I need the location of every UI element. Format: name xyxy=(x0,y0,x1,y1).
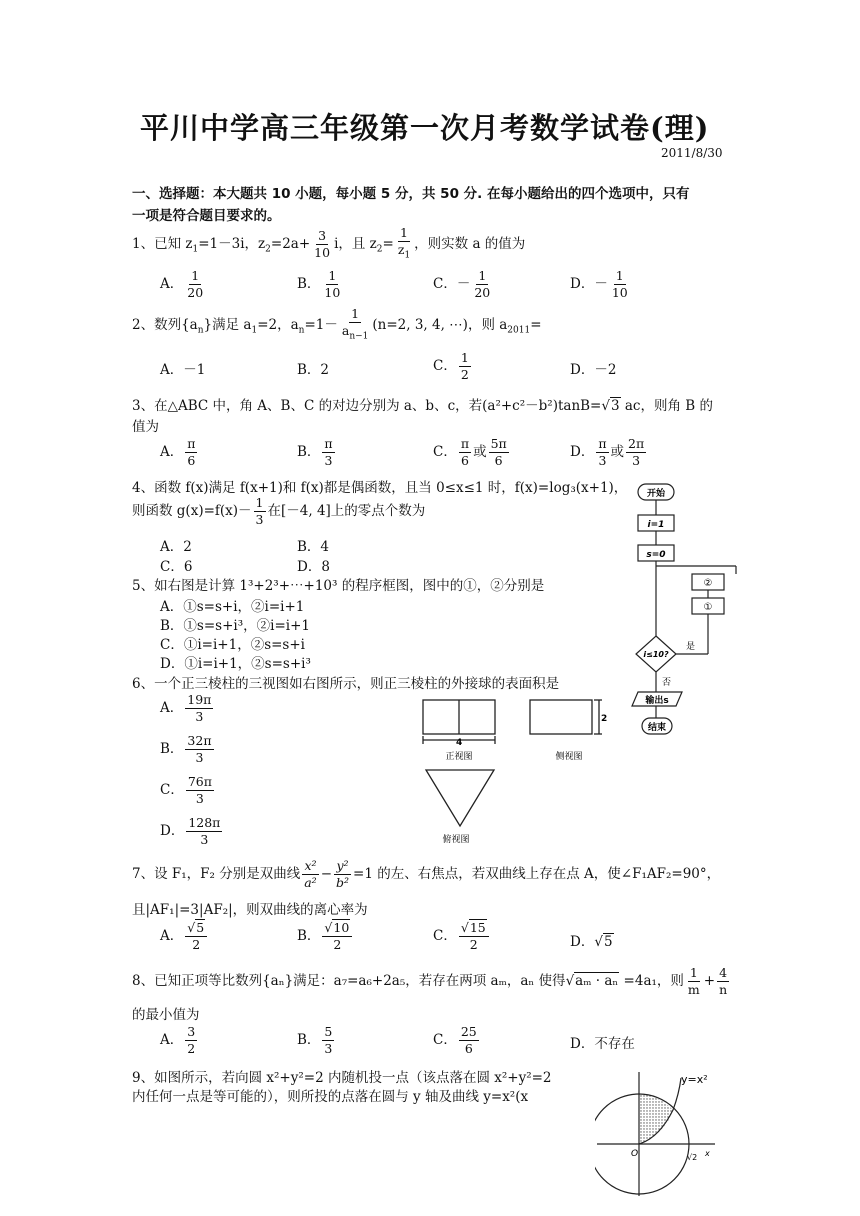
q2-option-b: B．2 xyxy=(297,362,330,378)
q7-stem-line2: 且|AF₁|=3|AF₂|，则双曲线的离心率为 xyxy=(132,902,368,918)
flowchart-output-label: 输出s xyxy=(645,696,669,706)
dim-height-label: 2 xyxy=(601,714,608,724)
q7-stem: 7、设 F₁，F₂ 分别是双曲线 $\frac{\text{x²}}{\text{a²}}$ − $\frac{\text{y²}}{\text{b²}}$ =1 的左、右焦点，若双曲线上存在点 A，使∠F₁AF₂=90°， xyxy=(132,858,721,890)
flowchart-figure xyxy=(620,478,770,740)
q1-stem: 1、已知 $z_1=1-3i$，$z_2=2a+$ $\frac{3}{10}$ i，且 $z_2=$ $\frac{1}{z_1}$ ，则实数 a 的值为 xyxy=(132,225,526,261)
flowchart-start-label: 开始 xyxy=(646,489,666,499)
q3-stem-line2: 值为 xyxy=(132,419,159,435)
q4-option-c: C．6 xyxy=(160,559,193,575)
flowchart-yes-label: 是 xyxy=(686,642,696,652)
circle-parabola-figure xyxy=(595,1068,730,1198)
q2-option-d: D．－2 xyxy=(570,362,617,378)
origin-label: O xyxy=(631,1149,639,1159)
q5-option-c: C．①i=i+1，②s=s+i xyxy=(160,637,305,653)
q3-option-b: B． $\frac{\pi}{3}$ xyxy=(297,436,333,468)
q1-option-a: A． $\frac{1}{20}$ xyxy=(160,268,204,300)
flowchart-no-label: 否 xyxy=(662,678,672,688)
flowchart-init-i-label: i=1 xyxy=(647,520,665,530)
q2-stem: 2、数列$\{a_n\}$满足 $a_1=2$，$a_n=1-$ $\frac{1}{a_{n-1}}$ (n=2, 3, 4, ⋯)，则 $a_{2011}=$ xyxy=(132,306,542,342)
q8-option-c: C． $\frac{25}{6}$ xyxy=(433,1024,477,1056)
flowchart-condition-label: i≤10? xyxy=(643,650,669,659)
flowchart-step2-label: ② xyxy=(703,578,713,589)
flowchart-step1-label: ① xyxy=(703,602,713,613)
q3-stem-line1: 3、在△ABC 中，角 A、B、C 的对边分别为 a、b、c，若(a²+c²－b²)tanB=√3 ac，则角 B 的 xyxy=(132,398,713,414)
q4-option-d: D．8 xyxy=(297,559,330,575)
q8-option-b: B． $\frac{5}{3}$ xyxy=(297,1024,333,1056)
q8-stem-line2: 的最小值为 xyxy=(132,1007,200,1023)
q4-stem-line1: 4、函数 f(x)满足 f(x+1)和 f(x)都是偶函数，且当 0≤x≤1 时，f(x)=log₃(x+1)， xyxy=(132,480,628,496)
q6-option-b: B． $\frac{32\pi}{3}$ xyxy=(160,733,212,765)
q6-stem: 6、一个正三棱柱的三视图如右图所示，则正三棱柱的外接球的表面积是 xyxy=(132,676,560,692)
q7-option-c: C． $\frac{√15}{2}$ xyxy=(433,920,491,953)
q5-option-d: D．①i=i+1，②s=s+i³ xyxy=(160,656,311,672)
q6-option-d: D． $\frac{128\pi}{3}$ xyxy=(160,815,221,847)
side-view-rect xyxy=(530,700,592,734)
q9-stem-line1: 9、如图所示，若向圆 x²+y²=2 内随机投一点（该点落在圆 x²+y²=2 xyxy=(132,1070,552,1086)
q4-option-a: A．2 xyxy=(160,539,192,555)
q3-option-a: A． $\frac{\pi}{6}$ xyxy=(160,436,196,468)
x-axis-label: x xyxy=(705,1149,710,1158)
page-title: 平川中学高三年级第一次月考数学试卷(理) xyxy=(140,111,710,145)
q1-option-c: C．－ $\frac{1}{20}$ xyxy=(433,268,491,300)
front-view-label: 正视图 xyxy=(445,752,473,762)
exam-date: 2011/8/30 xyxy=(661,146,723,160)
curve-label: y=x² xyxy=(681,1073,708,1086)
q8-option-a: A． $\frac{3}{2}$ xyxy=(160,1024,196,1056)
q4-option-b: B．4 xyxy=(297,539,330,555)
q2-option-c: C． $\frac{1}{2}$ xyxy=(433,350,469,382)
q6-option-c: C． $\frac{76\pi}{3}$ xyxy=(160,774,212,806)
top-view-label: 俯视图 xyxy=(442,835,470,845)
q8-option-d: D．不存在 xyxy=(570,1036,635,1052)
q9-stem-line2: 内任何一点是等可能的），则所投的点落在圆与 y 轴及曲线 y=x²(x xyxy=(132,1089,529,1105)
three-views-figure xyxy=(418,696,618,848)
q1-option-b: B． $\frac{1}{10}$ xyxy=(297,268,341,300)
section-heading-line1: 一、选择题：本大题共 10 小题，每小题 5 分，共 50 分. 在每小题给出的四个选项中，只有 xyxy=(132,186,690,202)
flowchart-init-s-label: s=0 xyxy=(646,550,666,560)
q8-stem: 8、已知正项等比数列{aₙ}满足：a₇=a₆+2a₅，若存在两项 aₘ，aₙ 使得√aₘ · aₙ =4a₁，则 $\frac{1}{m}$ + $\frac{4}{n}$ xyxy=(132,965,728,997)
q7-option-a: A． $\frac{√5}{2}$ xyxy=(160,920,209,953)
x-tick-label: √2 xyxy=(687,1153,698,1162)
q7-option-d: D．√5 xyxy=(570,934,613,950)
section-heading-line2: 一项是符合题目要求的。 xyxy=(132,208,281,224)
flowchart-end-label: 结束 xyxy=(647,723,667,733)
q5-stem: 5、如右图是计算 1³+2³+⋯+10³ 的程序框图，图中的①，②分别是 xyxy=(132,578,545,594)
q4-stem-line2: 则函数 g(x)=f(x)－ $\frac{1}{3}$ 在[－4, 4]上的零点个数为 xyxy=(132,495,426,527)
top-view-triangle xyxy=(426,770,494,826)
side-view-label: 侧视图 xyxy=(555,752,583,762)
q1-option-d: D．－ $\frac{1}{10}$ xyxy=(570,268,628,300)
q7-option-b: B． $\frac{√10}{2}$ xyxy=(297,920,354,953)
q2-option-a: A．－1 xyxy=(160,362,206,378)
q3-option-d: D． $\frac{\pi}{3}$ 或 $\frac{2\pi}{3}$ xyxy=(570,436,645,468)
q6-option-a: A． $\frac{19\pi}{3}$ xyxy=(160,692,212,724)
q5-option-b: B．①s=s+i³，②i=i+1 xyxy=(160,618,310,634)
q5-option-a: A．①s=s+i，②i=i+1 xyxy=(160,599,305,615)
q3-option-c: C． $\frac{\pi}{6}$ 或 $\frac{5\pi}{6}$ xyxy=(433,436,507,468)
dim-width-label: 4 xyxy=(456,738,463,748)
